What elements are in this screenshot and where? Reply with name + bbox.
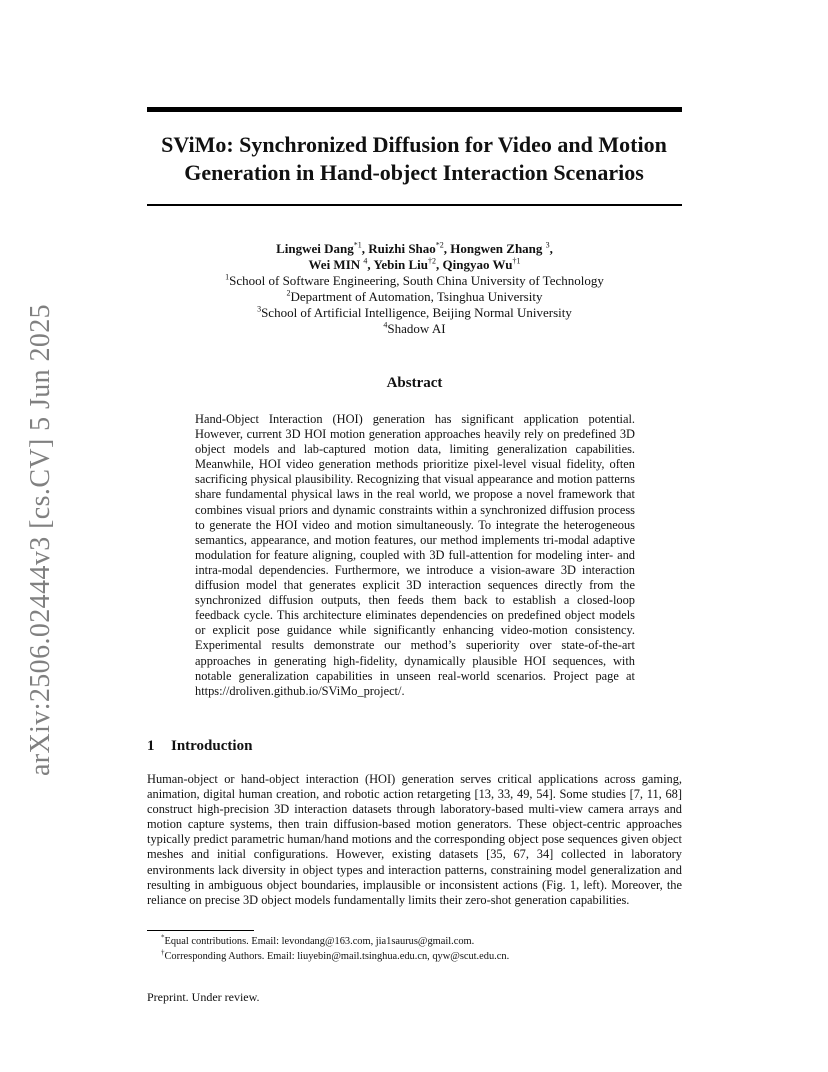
author-name: Qingyao Wu (442, 257, 513, 272)
footnote-text: Equal contributions. Email: levondang@163.com, jia1saurus@gmail.com. (164, 936, 475, 947)
author-line-1 (147, 241, 682, 257)
author-separator: , (443, 241, 451, 256)
author-separator: , (367, 257, 374, 272)
author-separator: , (549, 241, 553, 256)
affiliation-mark: 1 (225, 272, 230, 282)
author-separator: , (361, 241, 369, 256)
abstract-text: Hand-Object Interaction (HOI) generation has significant application potential. However, current 3D HOI motion generation approaches heavily rely on predefined 3D object models and lab-captured motion data, limiting generalization capabilities. Meanwhile, HOI video generation methods prioritize pixel-level visual fidelity, often sacrificing physical plausibility. Recognizing that visual appearance and motion patterns share fundamental physical laws in the real world, we propose a novel framework that combines visual priors and dynamic constraints within a synchronized diffusion process to generate the HOI video and motion simultaneously. To integrate the heterogeneous semantics, appearance, and motion features, our method implements tri-modal adaptive modulation for feature aligning, coupled with 3D full-attention for modeling inter- and intra-modal dependencies. Furthermore, we introduce a vision-aware 3D interaction diffusion model that generates explicit 3D interaction sequences directly from the synchronized diffusion outputs, then feeds them back to establish a closed-loop feedback cycle. This architecture eliminates dependencies on predefined object models or explicit pose guidance while significantly enhancing video-motion consistency. Experimental results demonstrate our method’s superiority over state-of-the-art approaches in generating high-fidelity, dynamically plausible HOI sequences, with notable generalization capabilities in unseen real-world scenarios. Project page at https://droliven.github.io/SViMo_project/. (195, 412, 635, 698)
affiliation-mark: 2 (286, 288, 291, 298)
title-rule-top (147, 107, 682, 112)
footnote-mark: * (161, 933, 165, 942)
affiliation (147, 305, 682, 321)
title-line-2: Generation in Hand-object Interaction Scenarios (184, 160, 644, 185)
paper-title (120, 131, 708, 187)
author-mark: †2 (428, 256, 436, 266)
title-line-1: SViMo: Synchronized Diffusion for Video and Motion (161, 132, 667, 157)
footnote-mark: † (161, 948, 165, 957)
section-heading-introduction (147, 738, 252, 755)
affiliation (147, 289, 682, 305)
affiliation (147, 321, 682, 337)
author-mark: 3 (545, 240, 550, 250)
affiliation-mark: 4 (383, 320, 388, 330)
section-title: Introduction (171, 738, 253, 754)
footnote (147, 934, 682, 949)
author-name: Lingwei Dang (276, 241, 354, 256)
affiliation-text: Shadow AI (387, 321, 446, 336)
author-block (147, 241, 682, 337)
title-rule-bottom (147, 204, 682, 206)
footnote-rule (147, 930, 254, 931)
preprint-note: Preprint. Under review. (147, 990, 260, 1004)
arxiv-identifier-stamp: arXiv:2506.02444v3 [cs.CV] 5 Jun 2025 (25, 303, 56, 777)
author-mark: *2 (435, 240, 444, 250)
author-mark: *1 (353, 240, 362, 250)
affiliation-text: Department of Automation, Tsinghua University (290, 289, 543, 304)
footnote (147, 949, 682, 964)
footnotes (147, 934, 682, 964)
section-number: 1 (147, 738, 155, 754)
author-mark: 4 (363, 256, 368, 266)
affiliation-mark: 3 (257, 304, 262, 314)
author-mark: †1 (512, 256, 521, 266)
affiliation-text: School of Artificial Intelligence, Beijing Normal University (261, 305, 572, 320)
author-name: Hongwen Zhang (450, 241, 543, 256)
author-name: Yebin Liu (373, 257, 428, 272)
affiliation-text: School of Software Engineering, South China University of Technology (229, 273, 604, 288)
author-separator: , (436, 257, 443, 272)
author-name: Wei MIN (308, 257, 361, 272)
author-name: Ruizhi Shao (368, 241, 436, 256)
author-line-2 (147, 257, 682, 273)
footnote-text: Corresponding Authors. Email: liuyebin@mail.tsinghua.edu.cn, qyw@scut.edu.cn. (164, 951, 510, 962)
introduction-paragraph: Human-object or hand-object interaction (HOI) generation serves critical applications across gaming, animation, digital human creation, and robotic action retargeting [13, 33, 49, 54]. Some studies [7, 11, 68] construct high-precision 3D interaction datasets through laboratory-based multi-view camera arrays and motion capture systems, then train diffusion-based motion generators. These object-centric approaches typically predict parametric human/hand motions and the corresponding object pose sequences given object meshes and initial configurations. However, existing datasets [35, 67, 34] collected in laboratory environments lack diversity in object types and interaction patterns, constraining model generalization and resulting in ambiguous object boundaries, implausible or inconsistent actions (Fig. 1, left). Moreover, the reliance on precise 3D object models fundamentally limits their zero-shot generation capabilities. (147, 772, 682, 907)
abstract-heading: Abstract (386, 375, 443, 391)
affiliation (147, 273, 682, 289)
